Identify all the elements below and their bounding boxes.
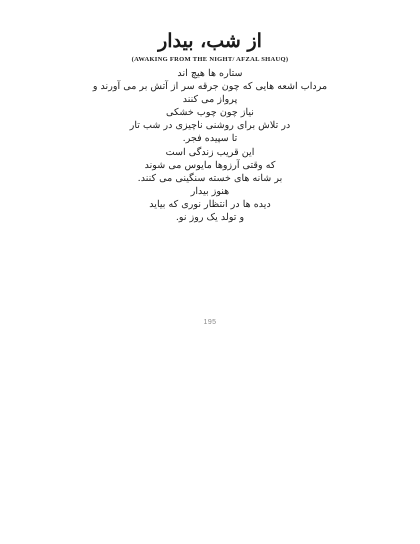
poem-line: دیده ها در انتظار نوری که بیاید bbox=[149, 198, 271, 210]
poem-line: بر شانه های خسته سنگینی می کنند. bbox=[137, 172, 283, 184]
poem-line: پرواز می کنند bbox=[182, 94, 238, 106]
poem-body bbox=[0, 67, 420, 224]
poem-line: هنوز بیدار bbox=[190, 185, 230, 197]
poem-line: نیاز چون چوب خشکی bbox=[166, 107, 254, 119]
poem-subtitle: (AWAKING FROM THE NIGHT/ AFZAL SHAUQ) bbox=[131, 56, 289, 63]
poem-line: ستاره ها هیچ اند bbox=[177, 68, 243, 79]
page-number: 195 bbox=[203, 319, 217, 326]
poem-line: و تولد یک روز نو. bbox=[175, 212, 245, 224]
poem-line: این قریب زندگی است bbox=[165, 146, 255, 158]
poem-line: تا سپیده فجر. bbox=[182, 133, 238, 145]
poem-title: از شب، بیدار bbox=[158, 30, 262, 52]
poem-line: در تلاش برای روشنی ناچیزی در شب تار bbox=[129, 120, 291, 132]
poem-line: که وقتی آرزوها مایوس می شوند bbox=[144, 159, 276, 171]
poem-line: مرداب اشعه هایی که چون جرقه سر از آتش بر می آورند و bbox=[92, 81, 328, 93]
